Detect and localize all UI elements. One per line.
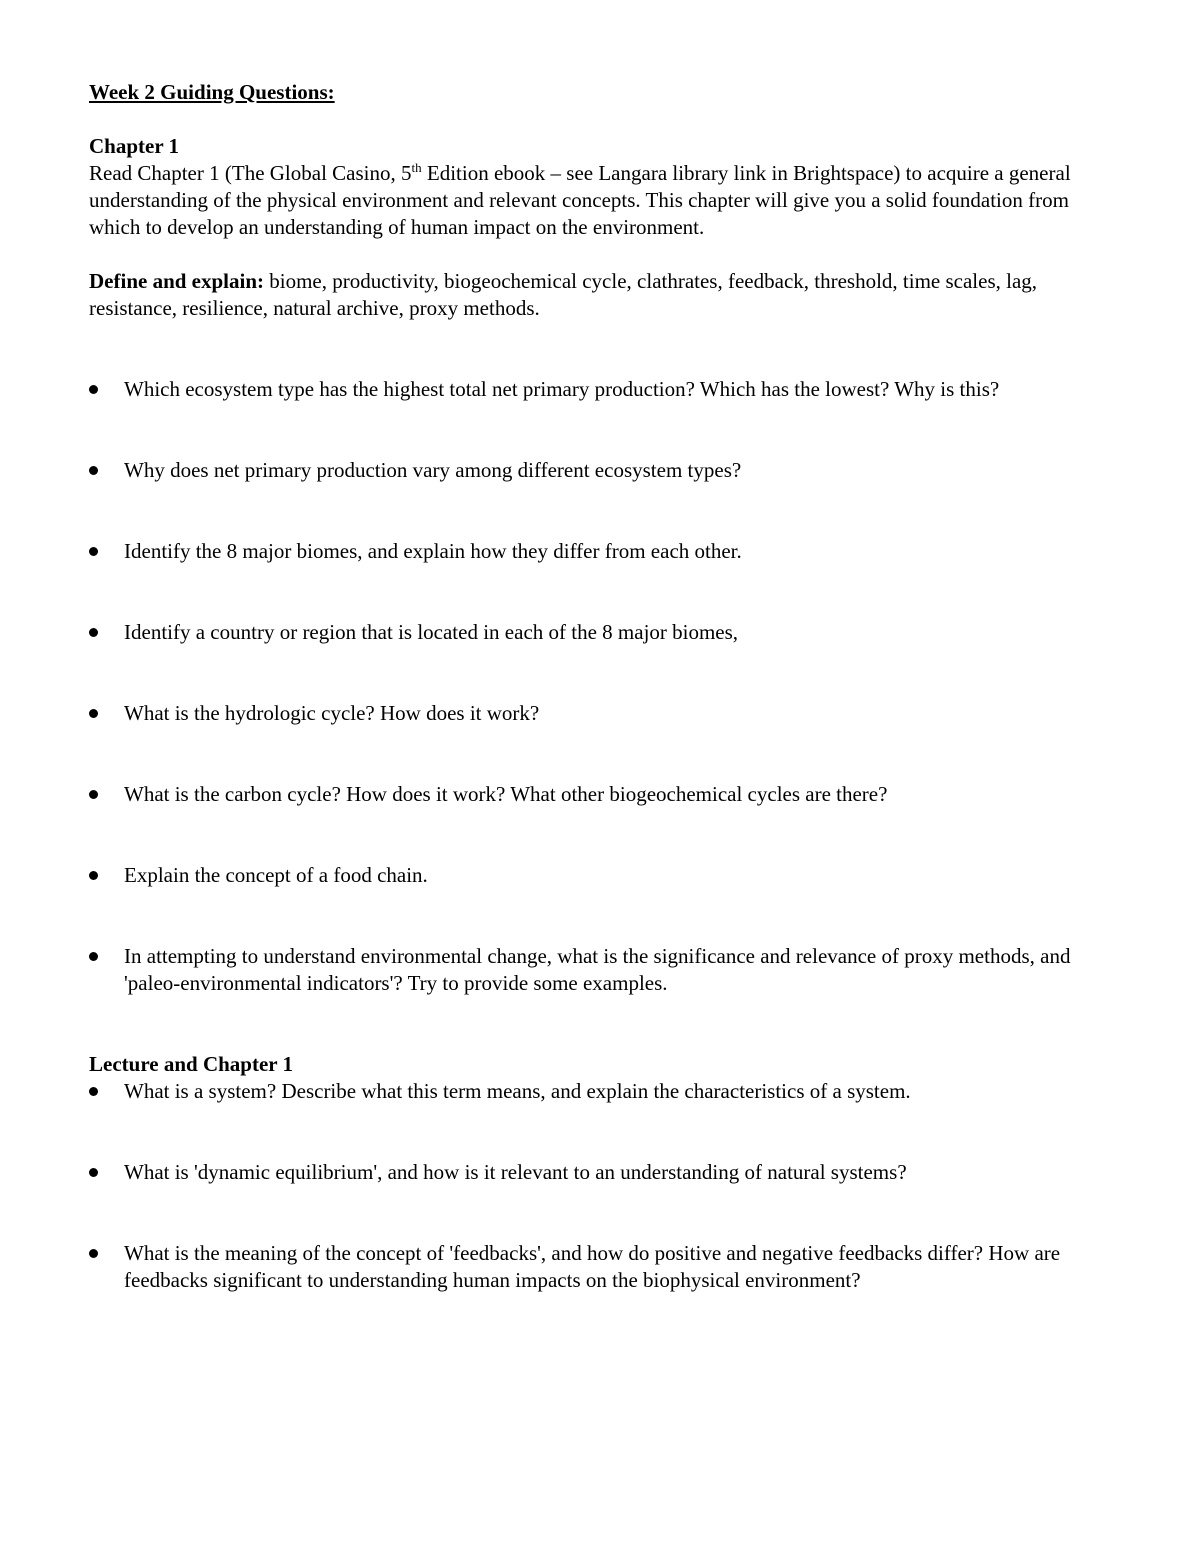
spacer xyxy=(89,322,1119,376)
list-item xyxy=(89,1078,1119,1105)
list-item xyxy=(89,781,1119,808)
intro-superscript: th xyxy=(411,160,422,175)
list-item xyxy=(89,376,1119,403)
lecture-heading: Lecture and Chapter 1 xyxy=(89,1052,293,1076)
chapter-1-heading: Chapter 1 xyxy=(89,134,180,158)
list-item xyxy=(89,943,1119,997)
question-text: Identify a country or region that is located in each of the 8 major biomes, xyxy=(124,620,739,644)
list-item xyxy=(89,700,1119,727)
bullet-icon xyxy=(89,790,98,799)
question-text: In attempting to understand environmental change, what is the significance and relevance of proxy methods, and 'paleo-environmental indicators'? Try to provide some examples. xyxy=(124,944,1071,995)
list-item xyxy=(89,457,1119,484)
define-explain-paragraph xyxy=(89,268,1119,322)
spacer xyxy=(89,241,1119,268)
list-item xyxy=(89,862,1119,889)
question-text: What is 'dynamic equilibrium', and how is it relevant to an understanding of natural systems? xyxy=(124,1160,907,1184)
lecture-question-list xyxy=(89,1078,1119,1294)
bullet-icon xyxy=(89,1168,98,1177)
document-title: Week 2 Guiding Questions: xyxy=(89,80,335,104)
list-item xyxy=(89,1159,1119,1186)
define-terms: biome, productivity, biogeochemical cycle, clathrates, feedback, threshold, time scales, lag, resistance, resilience, natural archive, proxy methods. xyxy=(89,269,1038,320)
bullet-icon xyxy=(89,709,98,718)
bullet-icon xyxy=(89,628,98,637)
spacer xyxy=(89,106,1119,133)
chapter-1-question-list xyxy=(89,376,1119,997)
question-text: What is a system? Describe what this term means, and explain the characteristics of a system. xyxy=(124,1079,911,1103)
bullet-icon xyxy=(89,871,98,880)
bullet-icon xyxy=(89,385,98,394)
question-text: What is the carbon cycle? How does it work? What other biogeochemical cycles are there? xyxy=(124,782,888,806)
question-text: Explain the concept of a food chain. xyxy=(124,863,428,887)
list-item xyxy=(89,1240,1119,1294)
question-text: What is the meaning of the concept of 'feedbacks', and how do positive and negative feedbacks differ? How are feedbacks significant to understanding human impacts on the biophysical environment? xyxy=(124,1241,1061,1292)
define-label: Define and explain: xyxy=(89,269,265,293)
bullet-icon xyxy=(89,466,98,475)
spacer xyxy=(89,997,1119,1051)
question-text: Identify the 8 major biomes, and explain how they differ from each other. xyxy=(124,539,742,563)
bullet-icon xyxy=(89,1249,98,1258)
bullet-icon xyxy=(89,1087,98,1096)
list-item xyxy=(89,538,1119,565)
bullet-icon xyxy=(89,952,98,961)
intro-text-part2: Edition ebook – see Langara library link in Brightspace) to acquire a general understanding of the physical environment and relevant concepts. This chapter will give you a solid foundation from which to develop an understanding of human impact on the environment. xyxy=(89,161,1071,239)
intro-text-part1: Read Chapter 1 (The Global Casino, 5 xyxy=(89,161,412,185)
bullet-icon xyxy=(89,547,98,556)
question-text: Which ecosystem type has the highest total net primary production? Which has the lowest? Why is this? xyxy=(124,377,1000,401)
document-page xyxy=(89,79,1119,1294)
chapter-1-intro xyxy=(89,160,1119,241)
list-item xyxy=(89,619,1119,646)
question-text: Why does net primary production vary among different ecosystem types? xyxy=(124,458,742,482)
question-text: What is the hydrologic cycle? How does it work? xyxy=(124,701,540,725)
